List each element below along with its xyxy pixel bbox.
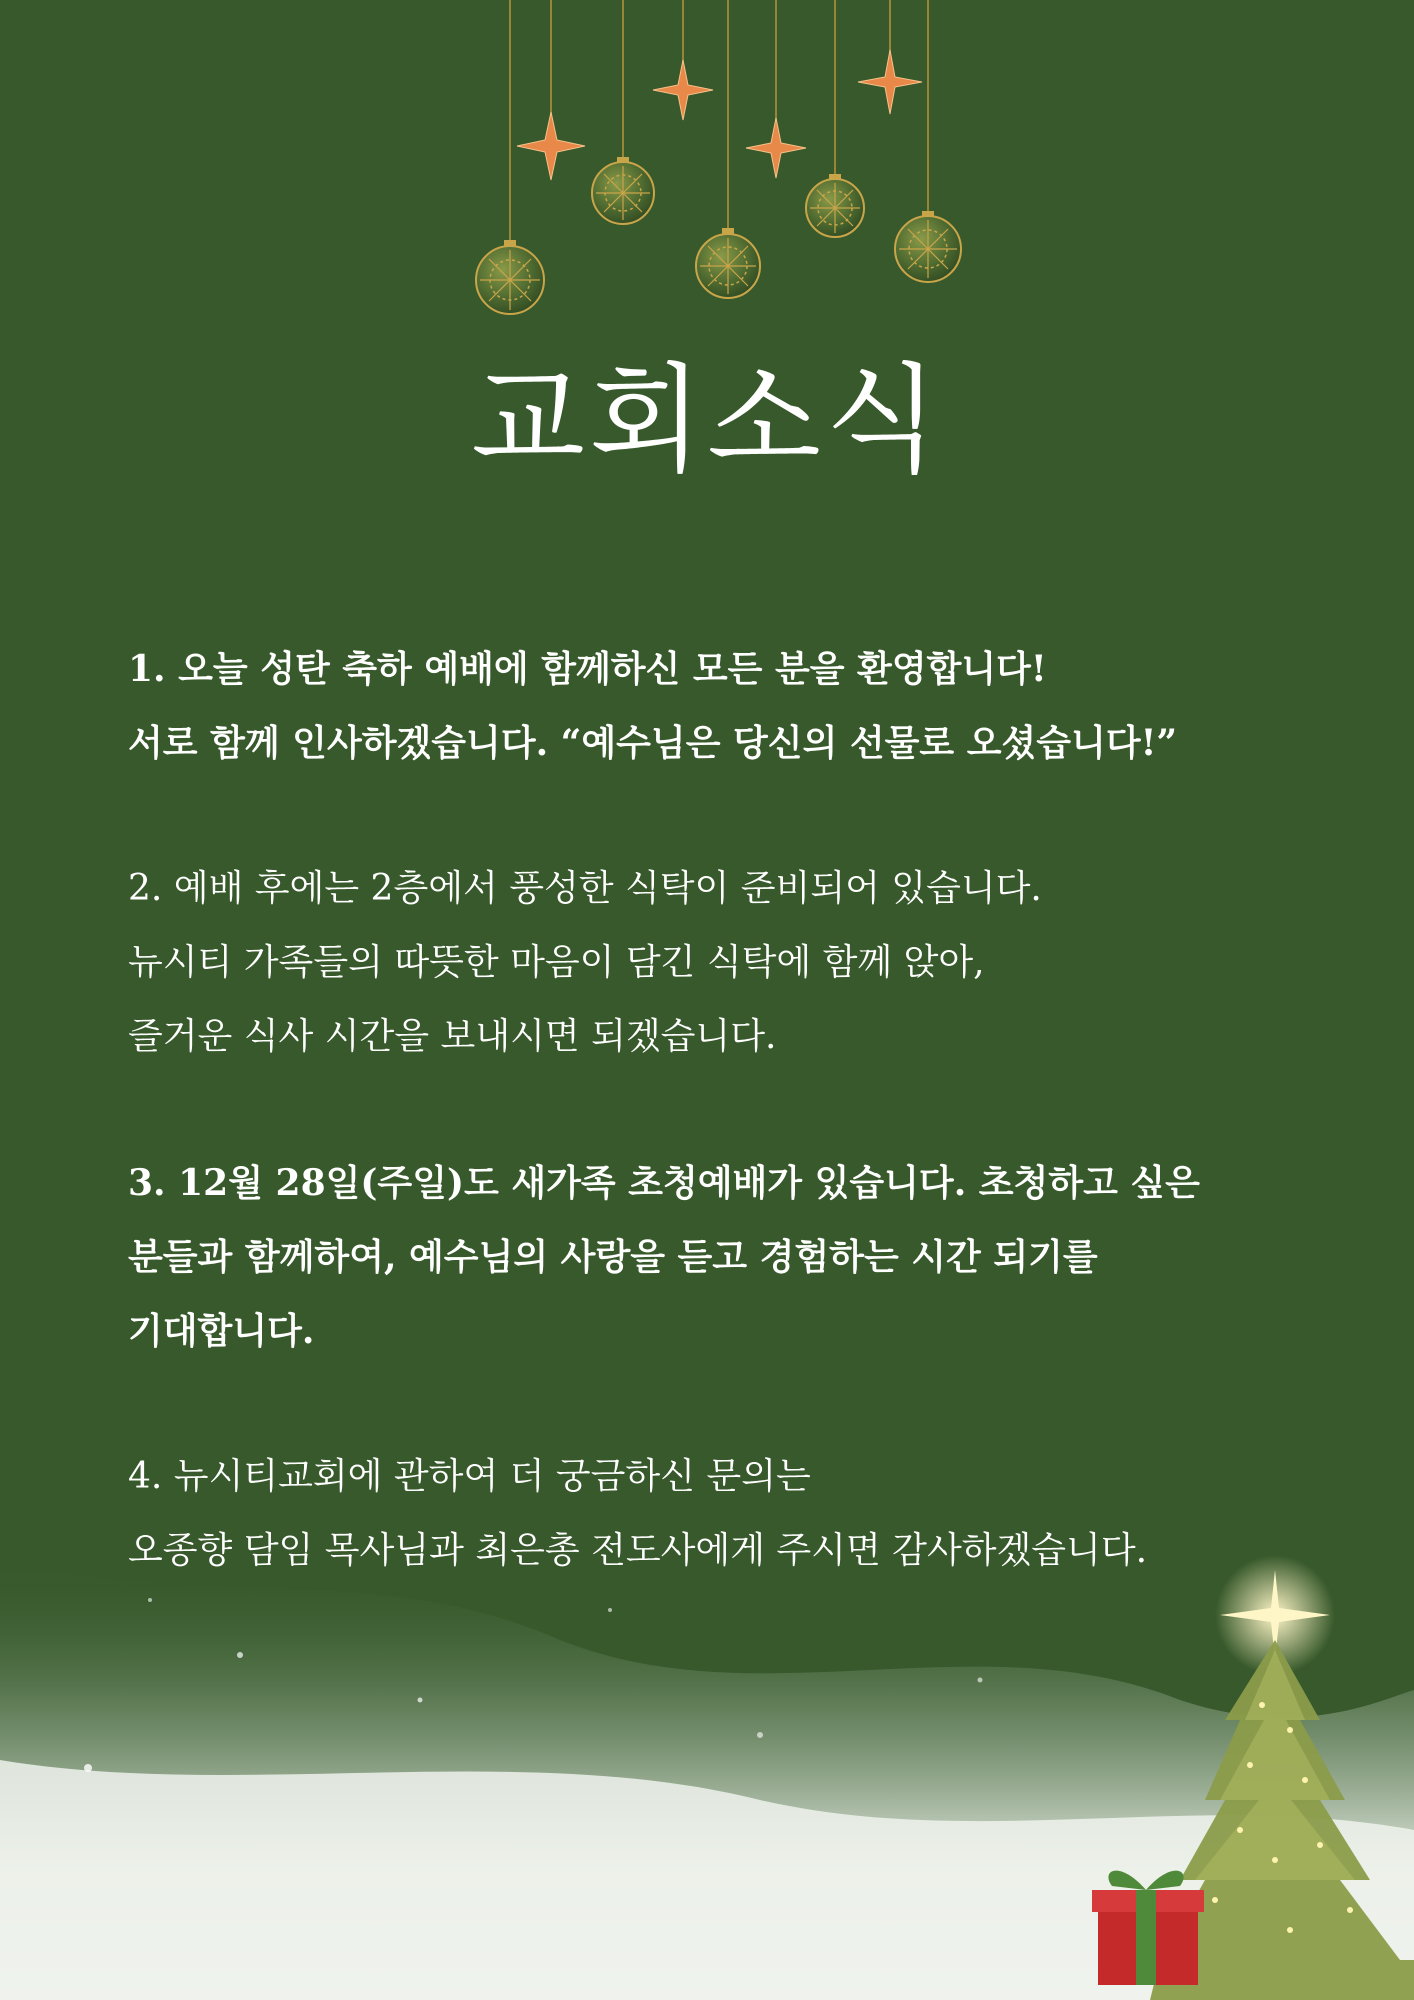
notice-line: 오종향 담임 목사님과 최은총 전도사에게 주시면 감사하겠습니다. <box>128 1530 1148 1571</box>
notice-item-1 <box>128 632 1308 780</box>
notice-list <box>128 632 1308 1660</box>
hanging-stars <box>517 50 922 180</box>
notice-line: 3. 12월 28일(주일)도 새가족 초청예배가 있습니다. 초청하고 싶은 <box>128 1162 1200 1204</box>
ornament-balls <box>476 157 961 314</box>
notice-line: 2. 예배 후에는 2층에서 풍성한 식탁이 준비되어 있습니다. <box>128 868 1042 909</box>
notice-item-3 <box>128 1146 1308 1368</box>
page-title: 교회소식 <box>471 351 943 489</box>
notice-line: 뉴시티 가족들의 따뜻한 마음이 담긴 식탁에 함께 앉아, <box>128 942 985 983</box>
notice-line: 1. 오늘 성탄 축하 예배에 함께하신 모든 분을 환영합니다! <box>128 648 1047 690</box>
hanging-ornaments <box>510 0 928 243</box>
notice-line: 서로 함께 인사하겠습니다. “예수님은 당신의 선물로 오셨습니다!” <box>128 722 1178 764</box>
notice-line: 기대합니다. <box>128 1310 315 1352</box>
notice-line: 4. 뉴시티교회에 관하여 더 궁금하신 문의는 <box>128 1456 811 1497</box>
notice-line: 분들과 함께하여, 예수님의 사랑을 듣고 경험하는 시간 되기를 <box>128 1236 1098 1278</box>
notice-item-2 <box>128 852 1308 1074</box>
notice-line: 즐거운 식사 시간을 보내시면 되겠습니다. <box>128 1016 777 1057</box>
notice-item-4 <box>128 1440 1308 1588</box>
